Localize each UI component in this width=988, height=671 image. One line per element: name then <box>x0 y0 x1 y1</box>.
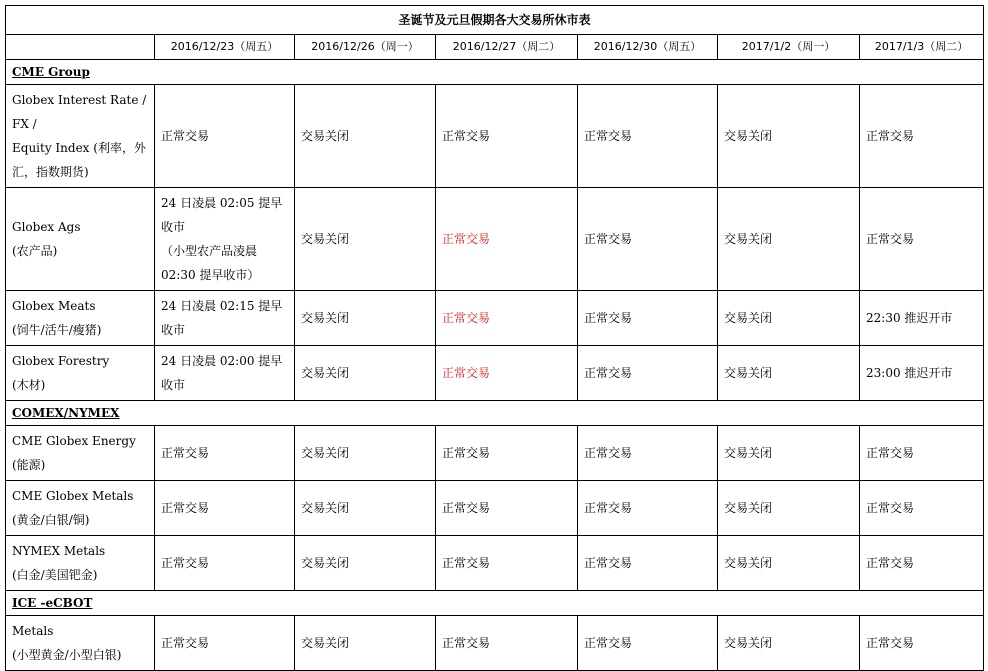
status-cell: 正常交易 <box>578 291 718 346</box>
group-name: ICE -eCBOT <box>6 591 984 616</box>
holiday-schedule-table <box>5 5 984 671</box>
group-header-row <box>6 401 984 426</box>
status-cell: 交易关闭 <box>718 426 860 481</box>
status-cell: 正常交易 <box>860 85 984 188</box>
date-header: 2017/1/2（周一） <box>718 35 860 60</box>
status-cell: 正常交易 <box>155 426 295 481</box>
status-cell: 24 日凌晨 02:05 提早 收市 （小型农产品凌晨 02:30 提早收市） <box>155 188 295 291</box>
status-cell: 正常交易 <box>578 426 718 481</box>
header-empty-cell <box>6 35 155 60</box>
table-title: 圣诞节及元旦假期各大交易所休市表 <box>6 6 984 35</box>
status-cell: 交易关闭 <box>718 616 860 671</box>
status-cell: 交易关闭 <box>295 188 436 291</box>
table-row <box>6 188 984 291</box>
date-header: 2016/12/26（周一） <box>295 35 436 60</box>
status-cell: 交易关闭 <box>295 346 436 401</box>
group-name: CME Group <box>6 60 984 85</box>
status-cell: 正常交易 <box>578 616 718 671</box>
status-cell: 正常交易 <box>155 481 295 536</box>
group-header-row <box>6 60 984 85</box>
status-cell: 交易关闭 <box>295 85 436 188</box>
status-cell: 交易关闭 <box>295 291 436 346</box>
product-label: NYMEX Metals (白金/美国钯金) <box>6 536 155 591</box>
status-cell: 正常交易 <box>860 426 984 481</box>
status-cell: 正常交易 <box>436 85 578 188</box>
status-cell: 交易关闭 <box>718 291 860 346</box>
status-cell: 正常交易 <box>155 85 295 188</box>
status-cell: 22:30 推迟开市 <box>860 291 984 346</box>
title-row <box>6 6 984 35</box>
status-cell: 正常交易 <box>155 616 295 671</box>
status-cell: 交易关闭 <box>718 536 860 591</box>
product-label: CME Globex Energy (能源) <box>6 426 155 481</box>
status-cell: 正常交易 <box>436 536 578 591</box>
product-label: Globex Meats (饲牛/活牛/瘦猪) <box>6 291 155 346</box>
status-cell: 交易关闭 <box>295 536 436 591</box>
table-row <box>6 346 984 401</box>
status-cell: 正常交易 <box>860 616 984 671</box>
product-label: Globex Ags (农产品) <box>6 188 155 291</box>
status-cell: 正常交易 <box>578 536 718 591</box>
status-cell: 交易关闭 <box>718 346 860 401</box>
status-cell: 正常交易 <box>860 188 984 291</box>
status-cell: 交易关闭 <box>295 616 436 671</box>
date-header: 2017/1/3（周二） <box>860 35 984 60</box>
status-cell: 交易关闭 <box>295 426 436 481</box>
status-cell: 交易关闭 <box>718 85 860 188</box>
product-label: CME Globex Metals (黄金/白银/铜) <box>6 481 155 536</box>
status-cell: 正常交易 <box>860 536 984 591</box>
date-header: 2016/12/23（周五） <box>155 35 295 60</box>
status-cell: 正常交易 <box>578 85 718 188</box>
table-row <box>6 481 984 536</box>
date-header: 2016/12/30（周五） <box>578 35 718 60</box>
status-cell: 正常交易 <box>578 346 718 401</box>
status-cell: 正常交易 <box>436 481 578 536</box>
date-header: 2016/12/27（周二） <box>436 35 578 60</box>
status-cell: 24 日凌晨 02:15 提早 收市 <box>155 291 295 346</box>
status-cell: 交易关闭 <box>295 481 436 536</box>
status-cell: 正常交易 <box>436 426 578 481</box>
status-cell: 正常交易 <box>436 188 578 291</box>
status-cell: 正常交易 <box>578 188 718 291</box>
status-cell: 正常交易 <box>436 616 578 671</box>
product-label: Metals (小型黄金/小型白银) <box>6 616 155 671</box>
group-name: COMEX/NYMEX <box>6 401 984 426</box>
table-row <box>6 291 984 346</box>
table-row <box>6 536 984 591</box>
status-cell: 正常交易 <box>436 346 578 401</box>
status-cell: 交易关闭 <box>718 188 860 291</box>
product-label: Globex Forestry (木材) <box>6 346 155 401</box>
date-header-row <box>6 35 984 60</box>
status-cell: 正常交易 <box>436 291 578 346</box>
product-label: Globex Interest Rate /FX / Equity Index (利率，外 汇，指数期货) <box>6 85 155 188</box>
table-row <box>6 616 984 671</box>
table-row <box>6 85 984 188</box>
status-cell: 正常交易 <box>578 481 718 536</box>
status-cell: 正常交易 <box>860 481 984 536</box>
status-cell: 23:00 推迟开市 <box>860 346 984 401</box>
table-row <box>6 426 984 481</box>
status-cell: 24 日凌晨 02:00 提早 收市 <box>155 346 295 401</box>
group-header-row <box>6 591 984 616</box>
status-cell: 正常交易 <box>155 536 295 591</box>
status-cell: 交易关闭 <box>718 481 860 536</box>
